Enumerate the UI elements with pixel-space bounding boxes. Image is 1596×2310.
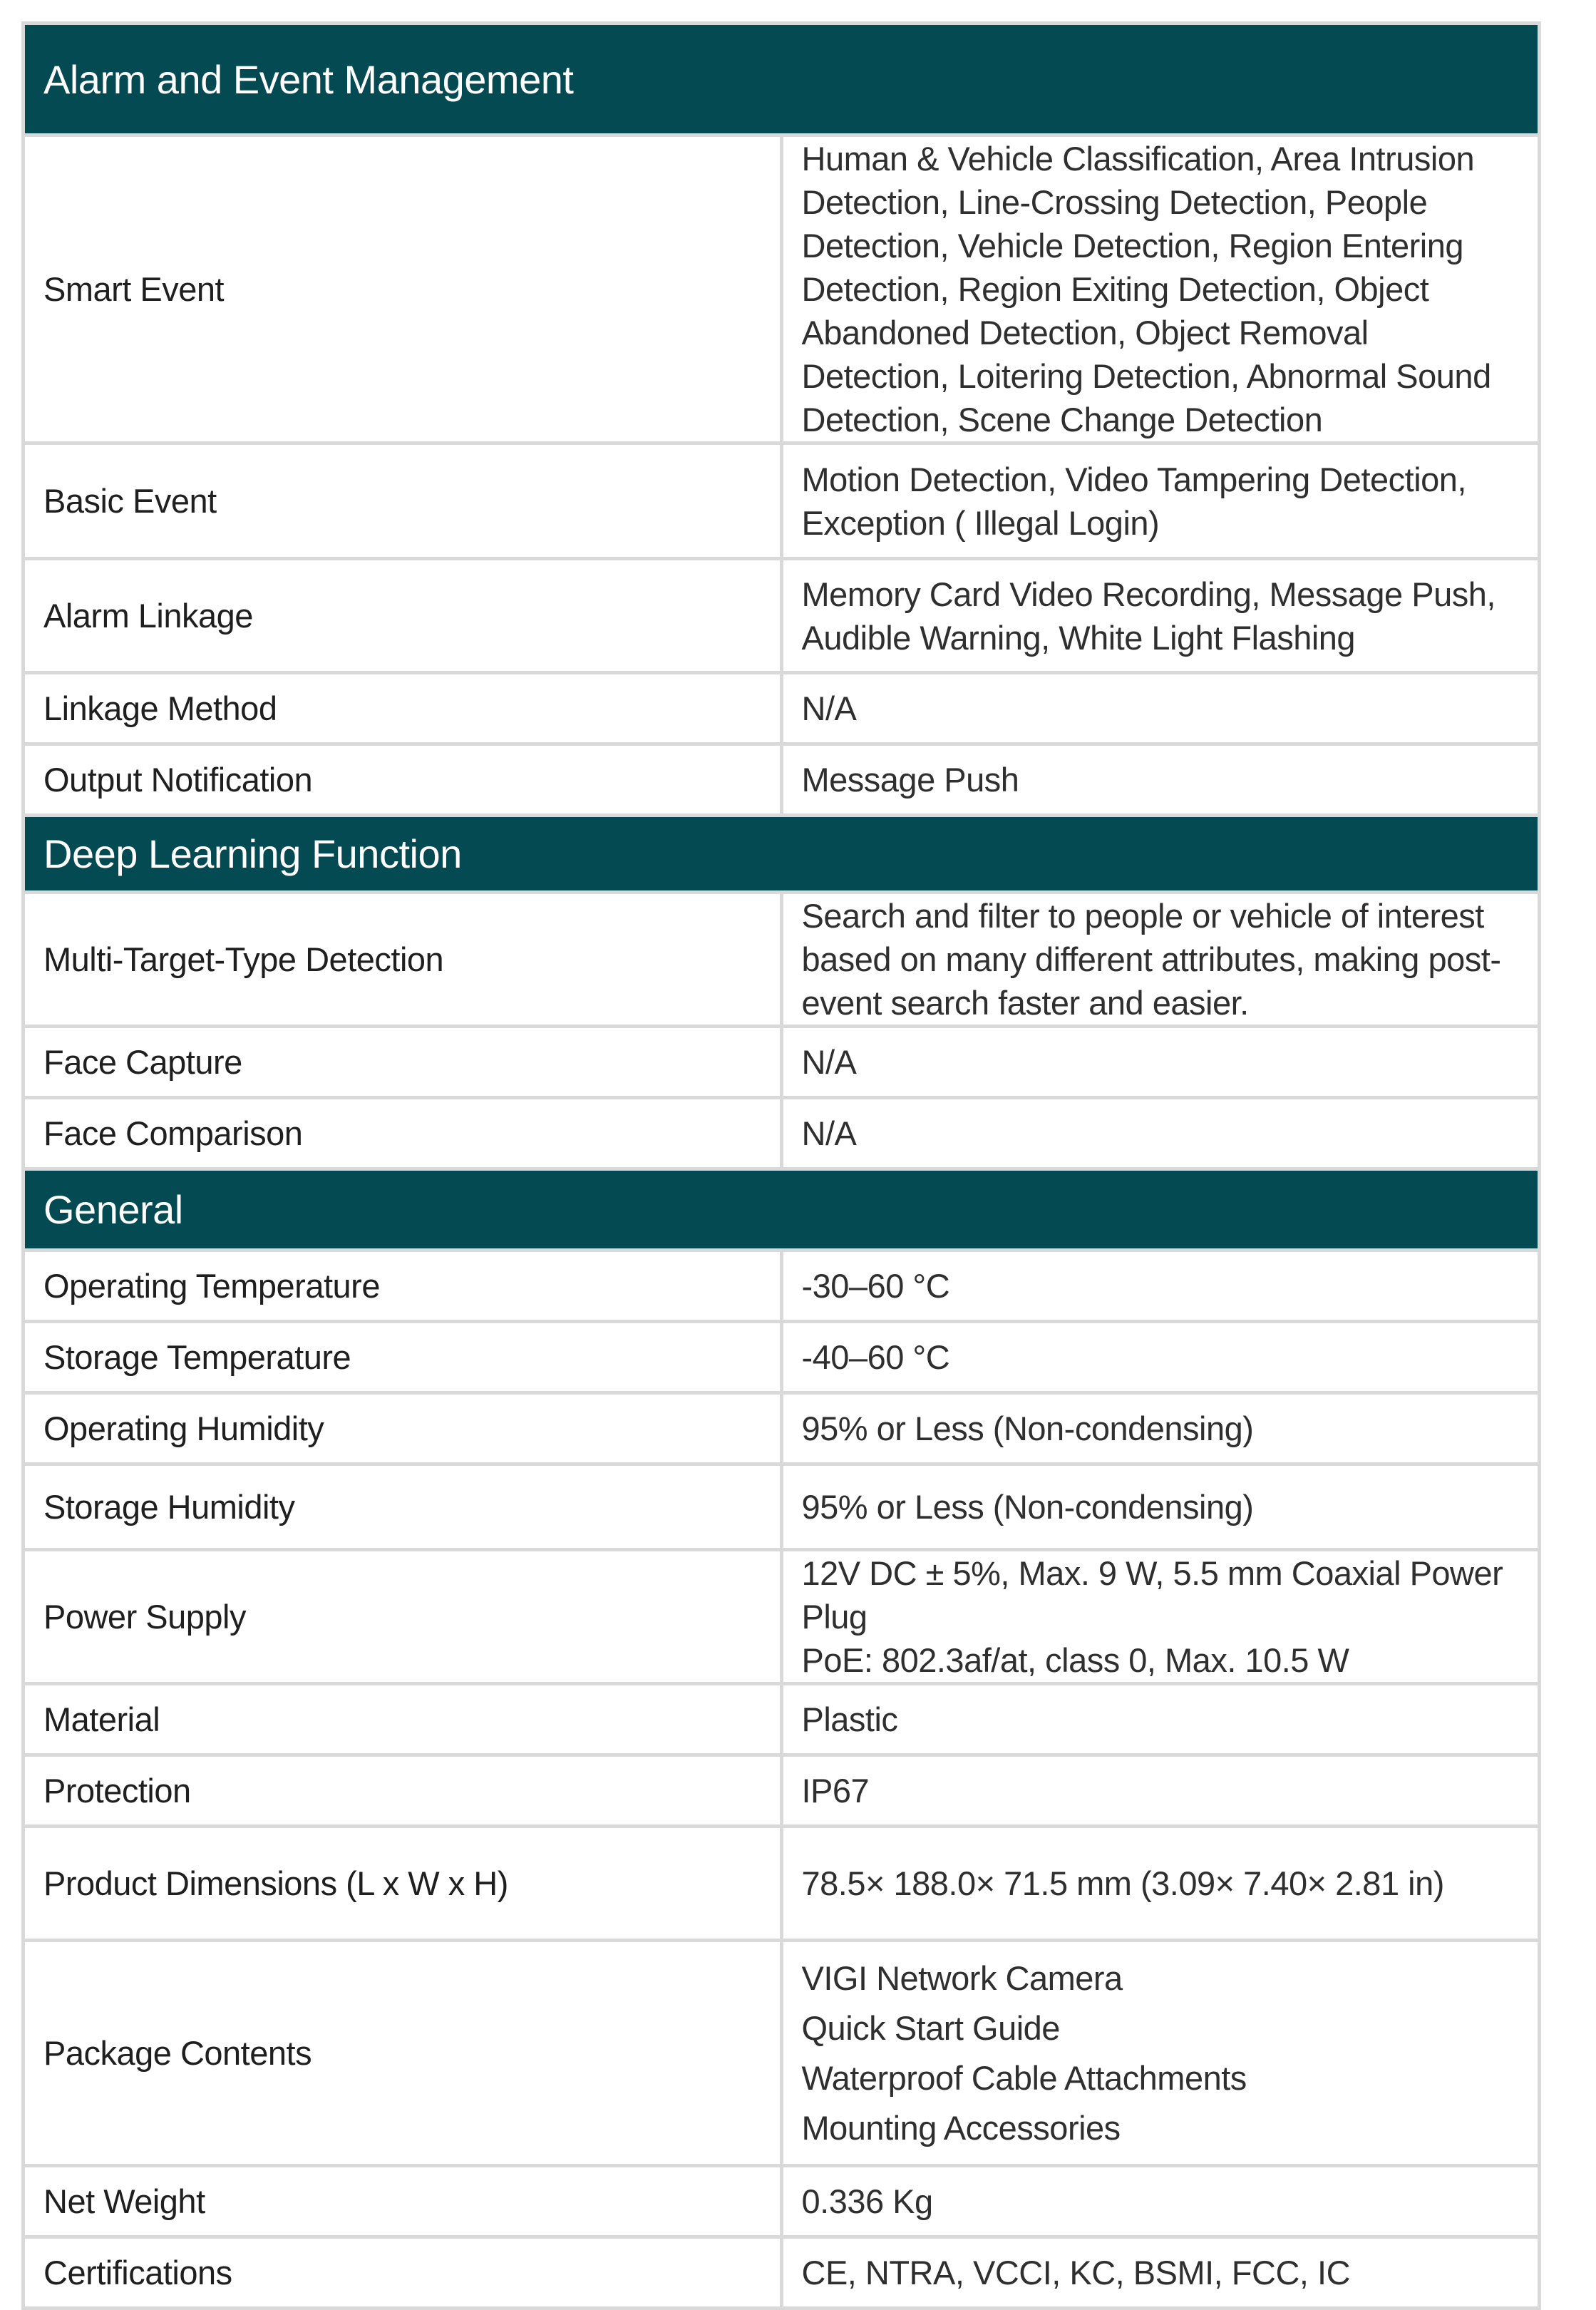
section-header [24,816,1540,893]
spec-value [781,1550,1540,1684]
spec-row [24,443,1540,559]
spec-value: Motion Detection, Video Tampering Detection, Exception ( Illegal Login) [781,443,1540,559]
spec-value: Plastic [781,1684,1540,1755]
spec-value: Message Push [781,744,1540,816]
spec-label: Material [24,1684,782,1755]
spec-label: Product Dimensions (L x W x H) [24,1827,782,1941]
spec-label: Storage Temperature [24,1322,782,1393]
spec-label: Operating Temperature [24,1251,782,1322]
spec-value: Search and filter to people or vehicle of interest based on many different attributes, making post-event search faster and easier. [781,893,1540,1027]
section-header [24,24,1540,135]
section-header [24,1169,1540,1251]
spec-label: Package Contents [24,1941,782,2166]
spec-label: Face Comparison [24,1098,782,1169]
spec-value: 0.336 Kg [781,2166,1540,2237]
spec-row [24,1027,1540,1098]
spec-row [24,1550,1540,1684]
spec-value: 95% or Less (Non-condensing) [781,1393,1540,1464]
spec-value: -30–60 °C [781,1251,1540,1322]
spec-value: IP67 [781,1755,1540,1827]
section-title: Deep Learning Function [24,816,1540,893]
spec-label: Output Notification [24,744,782,816]
section-title: General [24,1169,1540,1251]
spec-label: Operating Humidity [24,1393,782,1464]
spec-label: Linkage Method [24,673,782,744]
spec-label: Power Supply [24,1550,782,1684]
spec-label: Face Capture [24,1027,782,1098]
spec-row [24,1464,1540,1550]
package-item: VIGI Network Camera [801,1959,1123,1997]
spec-value: -40–60 °C [781,1322,1540,1393]
spec-value: N/A [781,1098,1540,1169]
package-item: Mounting Accessories [801,2108,1121,2147]
spec-row [24,2237,1540,2309]
package-item: Quick Start Guide [801,2008,1060,2047]
power-supply-line: PoE: 802.3af/at, class 0, Max. 10.5 W [801,1641,1349,1679]
spec-label: Alarm Linkage [24,559,782,673]
spec-row [24,744,1540,816]
spec-value: N/A [781,673,1540,744]
spec-label: Storage Humidity [24,1464,782,1550]
spec-value: Memory Card Video Recording, Message Push, Audible Warning, White Light Flashing [781,559,1540,673]
spec-row [24,1941,1540,2166]
power-supply-line: 12V DC ± 5%, Max. 9 W, 5.5 mm Coaxial Power Plug [801,1554,1503,1636]
spec-row [24,1322,1540,1393]
spec-row [24,1827,1540,1941]
spec-row [24,1755,1540,1827]
spec-row [24,1251,1540,1322]
spec-value: CE, NTRA, VCCI, KC, BSMI, FCC, IC [781,2237,1540,2309]
spec-label: Protection [24,1755,782,1827]
spec-label: Certifications [24,2237,782,2309]
section-title: Alarm and Event Management [24,24,1540,135]
spec-value: 95% or Less (Non-condensing) [781,1464,1540,1550]
spec-row [24,893,1540,1027]
spec-row [24,559,1540,673]
spec-row [24,1684,1540,1755]
spec-row [24,1098,1540,1169]
spec-label: Basic Event [24,443,782,559]
spec-value: N/A [781,1027,1540,1098]
package-item: Waterproof Cable Attachments [801,2058,1247,2097]
spec-row [24,1393,1540,1464]
spec-row [24,135,1540,443]
spec-label: Net Weight [24,2166,782,2237]
spec-label: Multi-Target-Type Detection [24,893,782,1027]
spec-value: Human & Vehicle Classification, Area Intrusion Detection, Line-Crossing Detection, People Detection, Vehicle Detection, Region Entering Detection, Region Exiting Detection, Object Abandoned Detection, Object Removal Detection, Loitering Detection, Abnormal Sound Detection, Scene Change Detection [781,135,1540,443]
spec-value: 78.5× 188.0× 71.5 mm (3.09× 7.40× 2.81 in) [781,1827,1540,1941]
spec-label: Smart Event [24,135,782,443]
spec-value [781,1941,1540,2166]
spec-row [24,673,1540,744]
spec-table [21,21,1541,2310]
